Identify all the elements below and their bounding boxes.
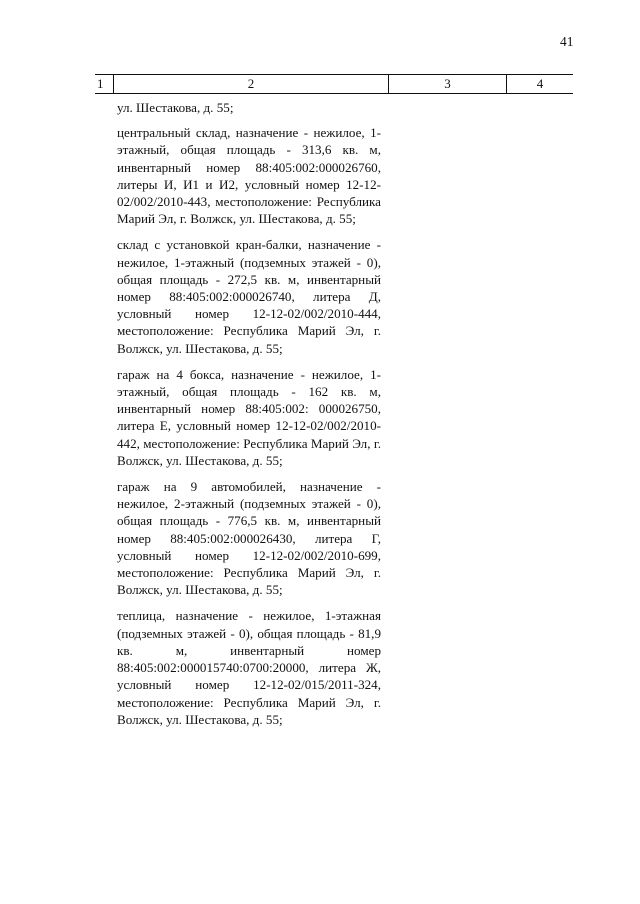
property-entry: теплица, назначение - нежилое, 1-этажная (подземных этажей - 0), общая площадь - 81,9 кв. м, инвентарный номер 88:405:002:000015740:0700:20000, литера Ж, условный номер 12-12-02/015/2011-324, местоположение: Республика Марий Эл, г. Волжск, ул. Шестакова, д. 55; — [117, 608, 381, 727]
column-header-3: 3 — [389, 75, 507, 93]
column-header-1: 1 — [95, 75, 114, 93]
property-list — [117, 99, 381, 728]
page-number: 41 — [560, 34, 574, 49]
property-entry: ул. Шестакова, д. 55; — [117, 100, 234, 115]
property-entry: гараж на 9 автомобилей, назначение - нежилое, 2-этажный (подземных этажей - 0), общая площадь - 776,5 кв. м, инвентарный номер 88:405:002:000026430, литера Г, условный номер 12-12-02/002/2010-699, местоположение: Республика Марий Эл, г. Волжск, ул. Шестакова, д. 55; — [117, 479, 381, 598]
column-header-4: 4 — [536, 76, 544, 91]
column-header-2: 2 — [114, 75, 389, 93]
table-header-row — [95, 74, 573, 94]
property-entry: склад с установкой кран-балки, назначение - нежилое, 1-этажный (подземных этажей - 0), общая площадь - 272,5 кв. м, инвентарный номер 88:405:002:000026740, литера Д, условный номер 12-12-02/002/2010-444, местоположение: Республика Марий Эл, г. Волжск, ул. Шестакова, д. 55; — [117, 237, 381, 356]
property-entry: гараж на 4 бокса, назначение - нежилое, 1-этажный, общая площадь - 162 кв. м, инвентарный номер 88:405:002: 000026750, литера Е, условный номер 12-12-02/002/2010-442, местоположение: Республика Марий Эл, г. Волжск, ул. Шестакова, д. 55; — [117, 366, 381, 468]
property-entry: центральный склад, назначение - нежилое, 1-этажный, общая площадь - 313,6 кв. м, инвентарный номер 88:405:002:000026760, литеры И, И1 и И2, условный номер 12-12-02/002/2010-443, местоположение: Республика Марий Эл, г. Волжск, ул. Шестакова, д. 55; — [117, 125, 381, 227]
